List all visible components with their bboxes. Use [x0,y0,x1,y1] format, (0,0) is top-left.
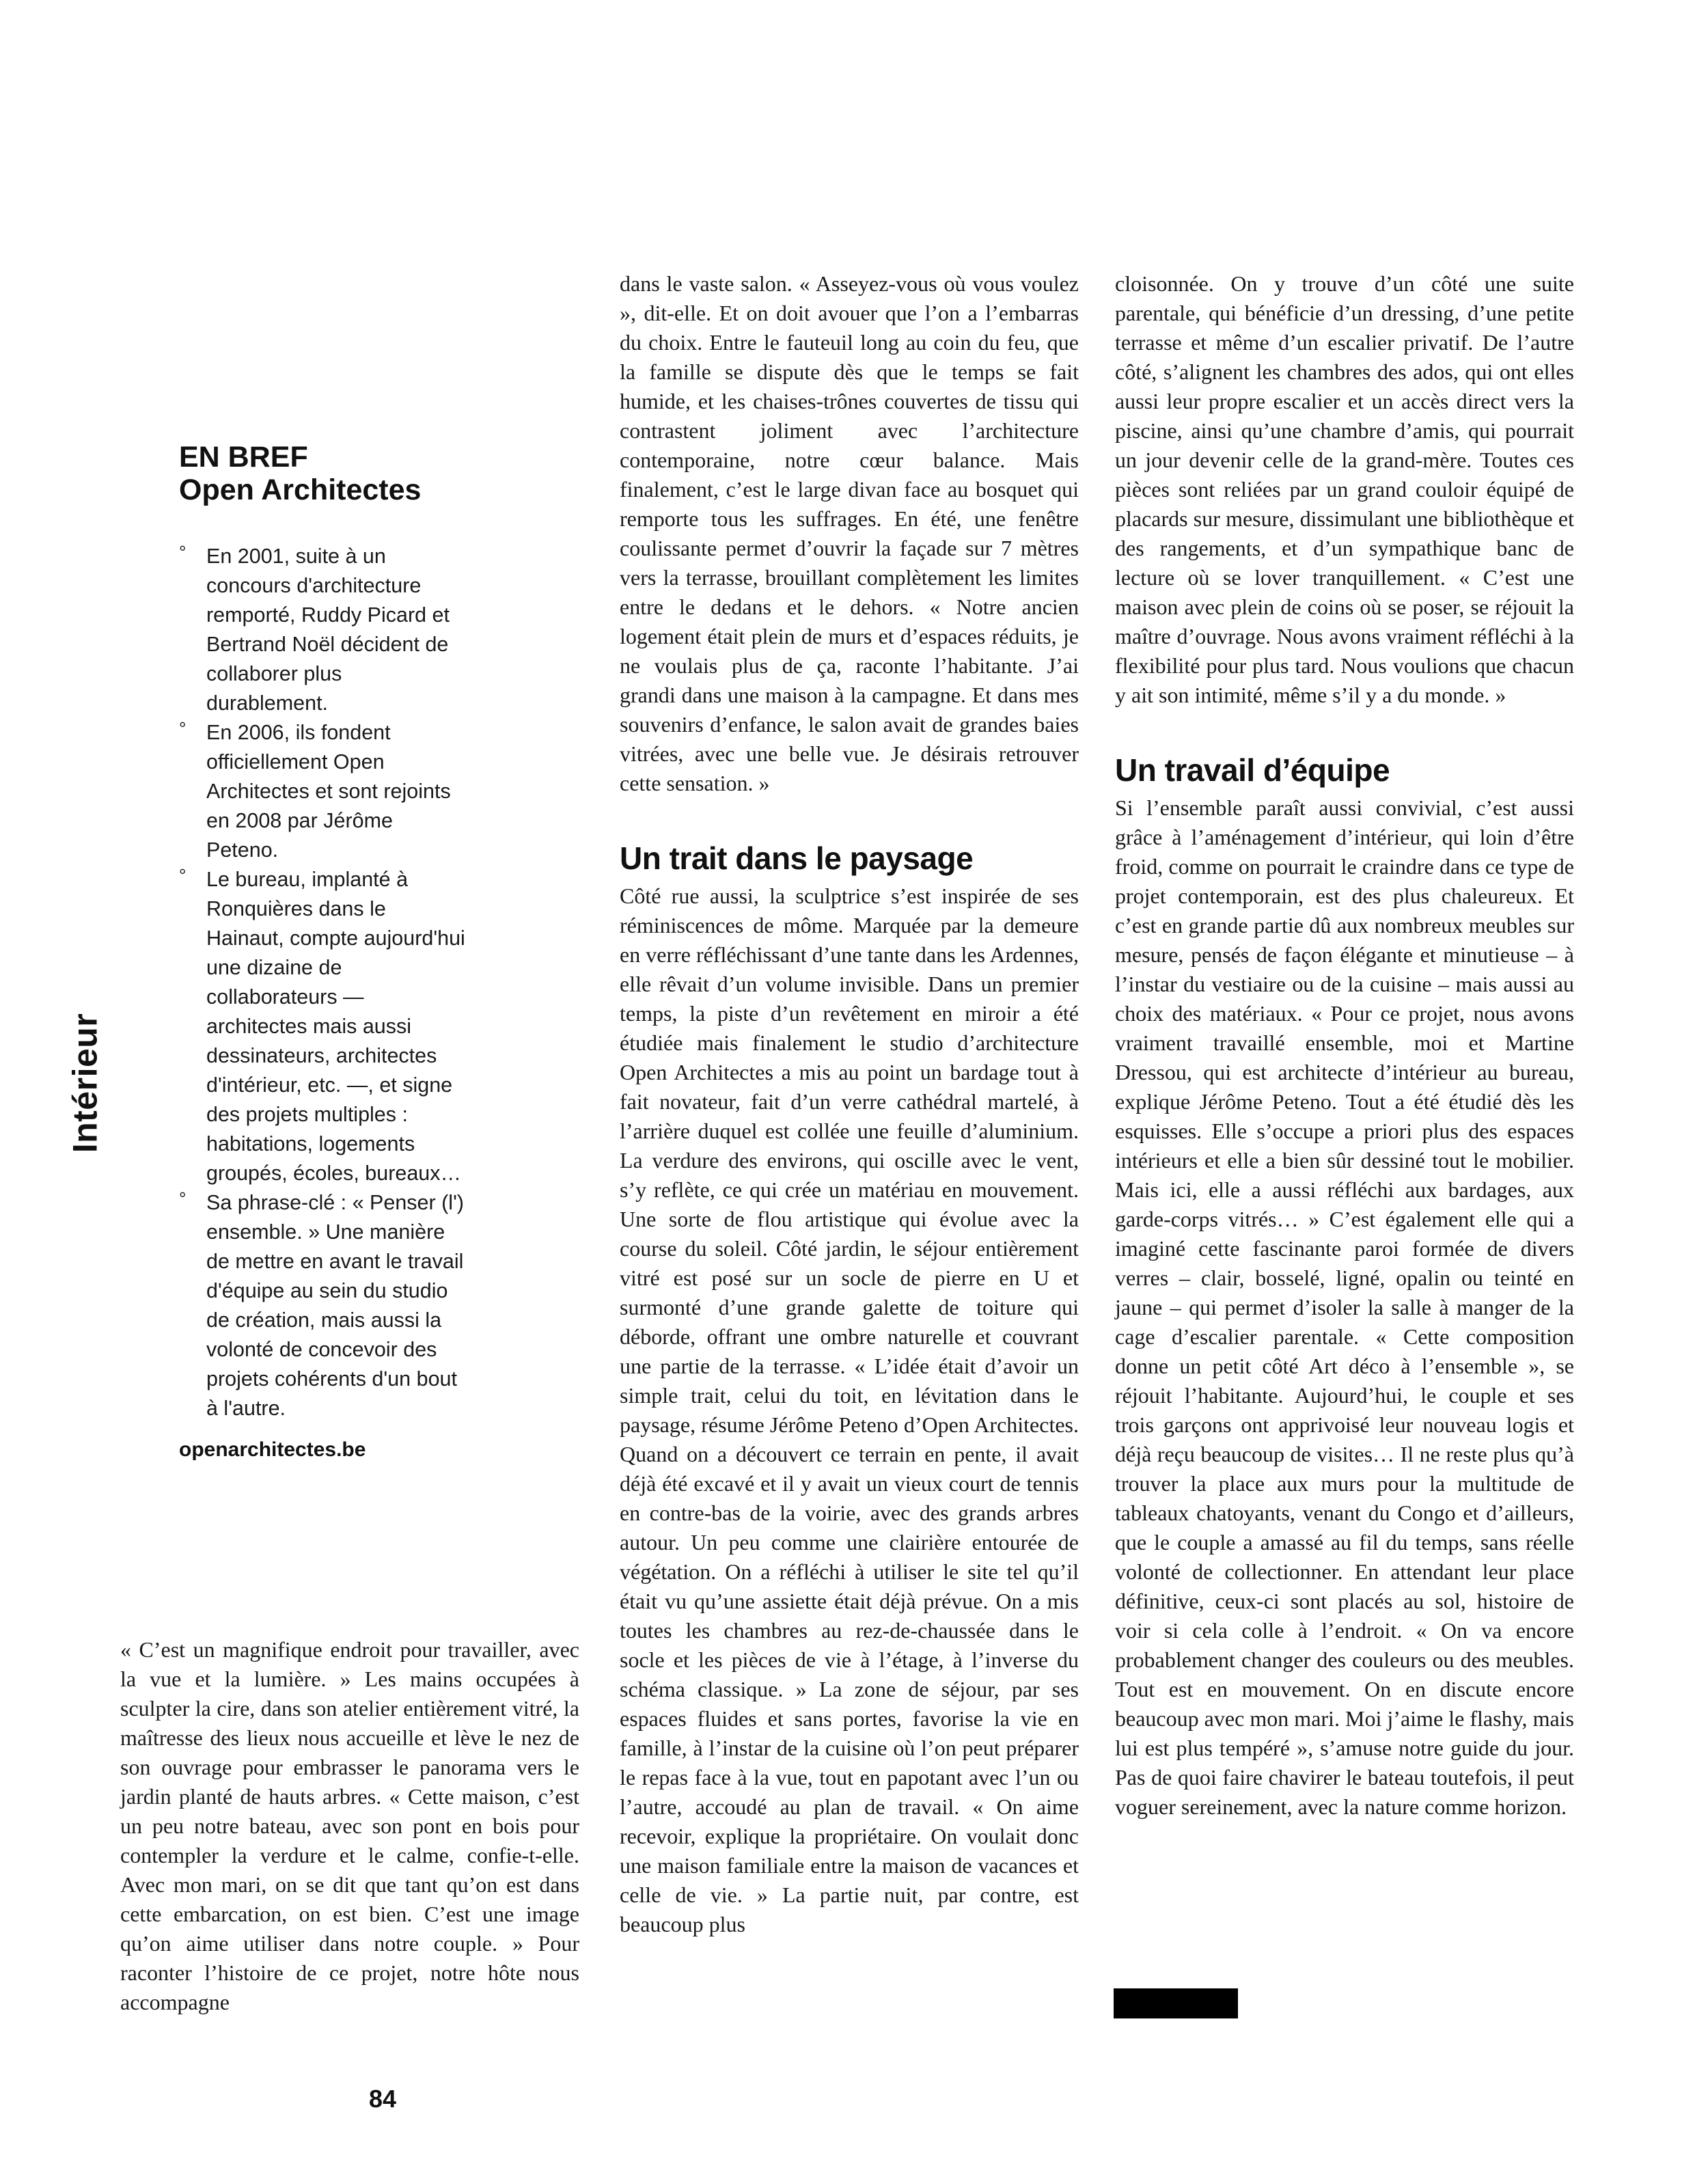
bullet-icon: ° [179,865,187,886]
page-number: 84 [368,2085,397,2113]
sidebar-item-text: Le bureau, implanté à Ronquières dans le Hainaut, compte aujourd'hui une dizaine de collaborateurs — architectes mais aussi dessinateurs, architectes d'intérieur, etc. —, et signe des projets multiples : habitations, logements groupés, écoles, bureaux… [206,868,465,1185]
sidebar-list-item [179,718,466,865]
article-paragraph: cloisonnée. On y trouve d’un côté une suite parentale, qui bénéficie d’un dressing, d’une petite terrasse et même d’un escalier privatif. De l’autre côté, s’alignent les chambres des ados, qui ont elles aussi leur propre escalier et un accès direct vers la piscine, ainsi qu’une chambre d’amis, qui pourrait un jour devenir celle de la grand-mère. Toutes ces pièces sont reliées par un grand couloir équipé de placards sur mesure, dissimulant une bibliothèque et des rangements, et d’un sympathique banc de lecture où se lover tranquillement. « C’est une maison avec plein de coins où se poser, se réjouit la maître d’ouvrage. Nous avons vraiment réfléchi à la flexibilité pour plus tard. Nous voulions que chacun y ait son intimité, même s’il y a du monde. » [1115,271,1574,707]
article-column-3 [1115,269,1574,1822]
website-link[interactable]: openarchitectes.be [179,1438,366,1461]
spacer [1115,710,1574,752]
bullet-icon: ° [179,718,187,739]
spacer [620,876,1079,881]
spacer [620,798,1079,840]
sidebar-item-text: En 2001, suite à un concours d'architecture remporté, Ruddy Picard et Bertrand Noël décident de collaborer plus durablement. [206,545,450,715]
article-column-2 [620,269,1079,1939]
sidebar-title-line1: EN BREF [179,441,308,474]
subheading-trait-paysage: Un trait dans le paysage [620,840,974,876]
sidebar-list-item [179,542,466,718]
sidebar-en-bref [179,441,466,1462]
sidebar-title [179,441,466,506]
bullet-icon: ° [179,1188,187,1209]
sidebar-list [179,542,466,1423]
sidebar-item-text: En 2006, ils fondent officiellement Open Architectes et sont rejoints en 2008 par Jérôme Peteno. [206,721,451,862]
section-label [44,1004,126,1162]
article-paragraph: Si l’ensemble paraît aussi convivial, c’est aussi grâce à l’aménagement d’intérieur, qui loin d’être froid, comme on pourrait le craindre dans ce type de projet contemporain, est des plus chaleureux. Et c’est en grande partie dû aux nombreux meubles sur mesure, pensés de façon élégante et minutieuse – à l’instar du vestiaire ou de la cuisine – mais aussi au choix des matériaux. « Pour ce projet, nous avons vraiment travaillé ensemble, moi et Martine Dressou, qui est architecte d’intérieur au bureau, explique Jérôme Peteno. Tout a été étudié dès les esquisses. Elle s’occupe a priori plus des espaces intérieurs et elle a bien sûr dessiné tout le mobilier. Mais ici, elle a aussi réfléchi aux bardages, aux garde-corps vitrés… » C’est également elle qui a imaginé cette fascinante paroi formée de divers verres – clair, bosselé, ligné, opalin ou teinté en jaune – qui permet d’isoler la salle à manger de la cage d’escalier parentale. « Cette composition donne un petit côté Art déco à l’ensemble », se réjouit l’habitante. Aujourd’hui, le couple et ses trois garçons ont apprivoisé leur nouveau logis et déjà reçu beaucoup de visites… Il ne reste plus qu’à trouver la place aux murs pour la multitude de tableaux chatoyants, venant du Congo et d’ailleurs, que le couple a amassé au fil du temps, sans réelle volonté de collectionner. En attendant leur place définitive, ceux-ci sont placés au sol, histoire de voir si cela colle à l’endroit. « On va encore probablement changer des couleurs ou des meubles. Tout est en mouvement. On en discute encore beaucoup avec mon mari. Moi j’aime le flashy, mais lui est plus tempéré », s’amuse notre guide du jour. Pas de quoi faire chavirer le bateau toutefois, il peut voguer sereinement, avec la nature comme horizon. [1115,795,1574,1819]
section-label-text: Intérieur [66,1013,104,1153]
sidebar-list-item [179,865,466,1188]
bullet-icon: ° [179,542,187,562]
subheading-travail-equipe: Un travail d’équipe [1115,752,1390,788]
end-of-article-mark [1114,1988,1238,2018]
article-paragraph: Côté rue aussi, la sculptrice s’est inspirée de ses réminiscences de môme. Marquée par la demeure en verre réfléchissant d’une tante dans les Ardennes, elle rêvait d’un volume invisible. Dans un premier temps, la piste d’un revêtement en miroir a été étudiée mais finalement le studio d’architecture Open Architectes a mis au point un bardage tout à fait novateur, fait d’un verre cathédral martelé, à l’arrière duquel est collée une feuille d’aluminium. La verdure des environs, qui oscille avec le vent, s’y reflète, ce qui crée un matériau en mouvement. Une sorte de flou artistique qui évolue avec la course du soleil. Côté jardin, le séjour entièrement vitré est posé sur un socle de pierre en U et surmonté d’une grande galette de toiture qui déborde, offrant une ombre naturelle et couvrant une partie de la terrasse. « L’idée était d’avoir un simple trait, celui du toit, en lévitation dans le paysage, résume Jérôme Peteno d’Open Architectes. Quand on a découvert ce terrain en pente, il avait déjà été excavé et il y avait un vieux court de tennis en contre-bas de la voirie, avec des grands arbres autour. Un peu comme une clairière entourée de végétation. On a réfléchi à utiliser le site tel qu’il était vu qu’une assiette était déjà prévue. On a mis toutes les chambres au rez-de-chaussée dans le socle et les pièces de vie à l’étage, à l’inverse du schéma classique. » La zone de séjour, par ses espaces fluides et sans portes, favorise la vie en famille, à l’instar de la cuisine où l’on peut préparer le repas face à la vue, tout en papotant avec l’un ou l’autre, accoudé au plan de travail. « On aime recevoir, explique la propriétaire. On voulait donc une maison familiale entre la maison de vacances et celle de vie. » La partie nuit, par contre, est beaucoup plus [620,884,1079,1936]
article-paragraph: dans le vaste salon. « Asseyez-vous où vous voulez », dit-elle. Et on doit avouer que l’on a l’embarras du choix. Entre le fauteuil long au coin du feu, que la famille se dispute dès que le temps se fait humide, et les chaises-trônes couvertes de tissu qui contrastent joliment avec l’architecture contemporaine, notre cœur balance. Mais finalement, c’est le large divan face au bosquet qui remporte tous les suffrages. En été, une fenêtre coulissante permet d’ouvrir la façade sur 7 mètres vers la terrasse, brouillant complètement les limites entre le dedans et le dehors. « Notre ancien logement était plein de murs et d’espaces réduits, je ne voulais plus de ça, raconte l’habitante. J’ai grandi dans une maison à la campagne. Et dans mes souvenirs d’enfance, le salon avait de grandes baies vitrées, avec une belle vue. Je désirais retrouver cette sensation. » [620,271,1079,795]
sidebar-title-line2: Open Architectes [179,474,422,506]
article-paragraph: « C’est un magnifique endroit pour travailler, avec la vue et la lumière. » Les mains occupées à sculpter la cire, dans son atelier entièrement vitré, la maîtresse des lieux nous accueille et lève le nez de son ouvrage pour embrasser le panorama vers le jardin planté de hauts arbres. « Cette maison, c’est un peu notre bateau, avec son pont en bois pour contempler la verdure et le calme, confie-t-elle. Avec mon mari, on se dit que tant qu’on est dans cette embarcation, on est bien. C’est une image qu’on aime utiliser dans notre couple. » Pour raconter l’histoire de ce projet, notre hôte nous accompagne [120,1637,579,2014]
article-column-1 [120,1635,579,2017]
spacer [1115,788,1574,793]
sidebar-list-item [179,1188,466,1423]
sidebar-item-text: Sa phrase-clé : « Penser (l') ensemble. » Une manière de mettre en avant le travail d'équipe au sein du studio de création, mais aussi la volonté de concevoir des projets cohérents d'un bout à l'autre. [206,1191,465,1420]
